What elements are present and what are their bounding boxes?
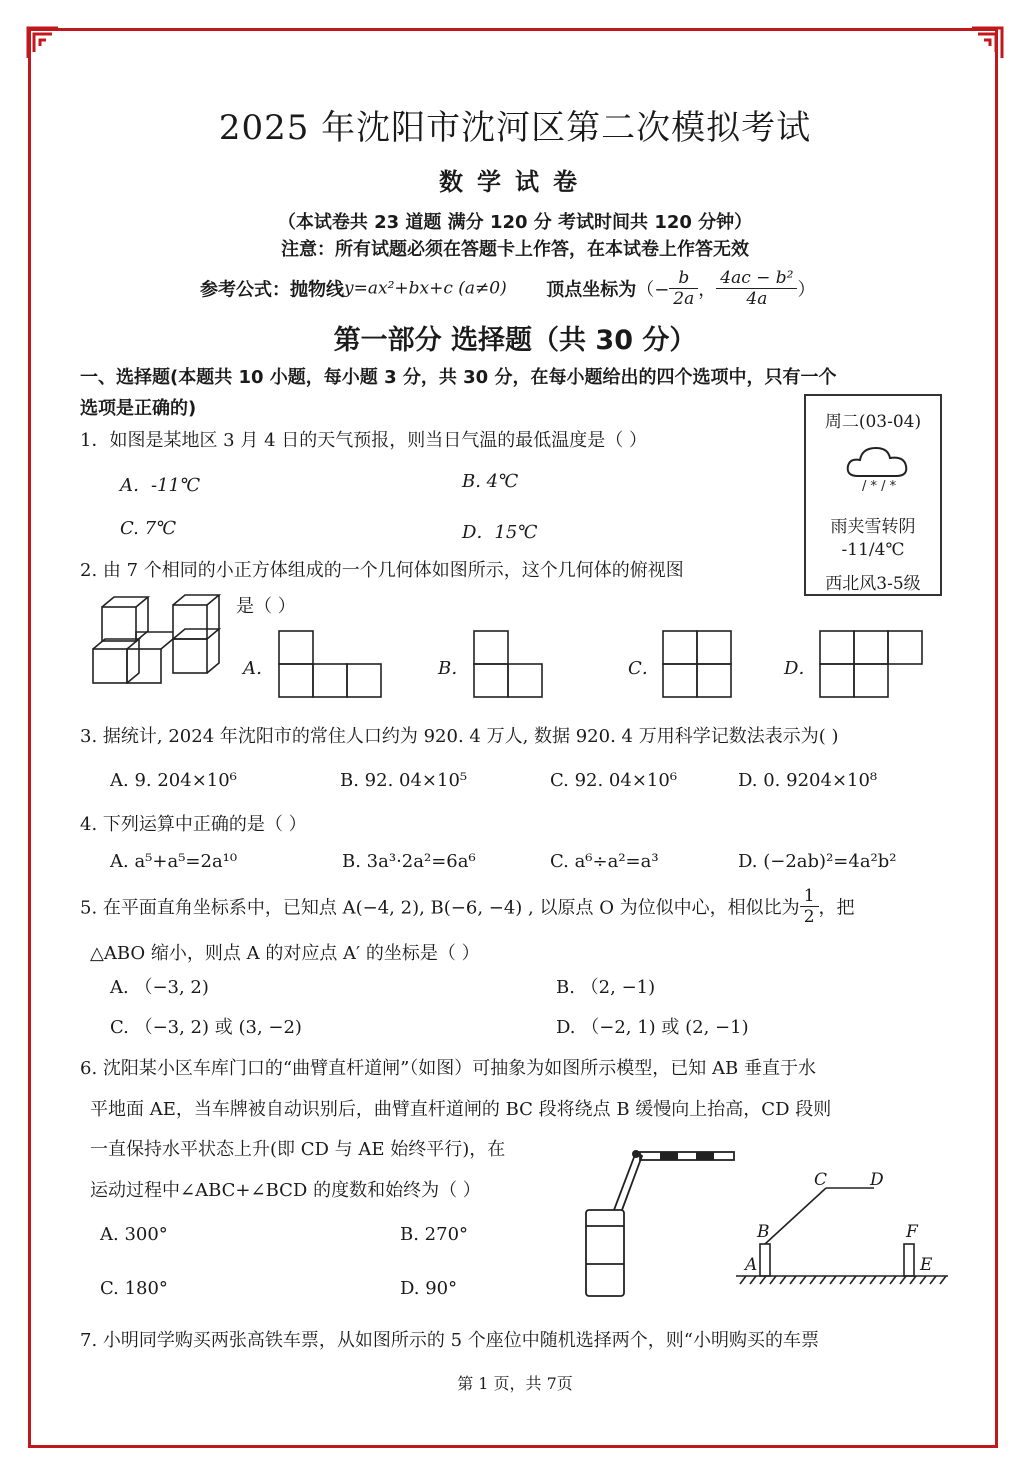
q5-option-d: D. （−2, 1) 或 (2, −1) — [556, 1017, 749, 1038]
vertex-x-fraction: $\frac{b}{2a}$ — [669, 268, 698, 309]
sleet-cloud-icon — [844, 440, 914, 492]
cube-stack-figure — [88, 592, 223, 692]
model-label-a: A — [745, 1255, 758, 1275]
question-6-line-3: 一直保持水平状态上升(即 CD 与 AE 始终平行)，在 — [90, 1139, 506, 1160]
weather-wind: 西北风3-5级 — [825, 574, 921, 594]
q4-option-b: B. 3a³·2a²=6a⁶ — [342, 851, 476, 872]
question-6-line-4: 运动过程中∠ABC+∠BCD 的度数和始终为（ ） — [90, 1180, 481, 1201]
model-label-c: C — [814, 1170, 828, 1190]
question-2-stem: 2. 由 7 个相同的小正方体组成的一个几何体如图所示，这个几何体的俯视图 — [80, 560, 684, 581]
section-heading-cont: 选项是正确的) — [80, 398, 197, 419]
q1-option-a: A．-11℃ — [120, 475, 201, 496]
q2-option-d-label: D． — [784, 658, 817, 679]
model-label-d: D — [870, 1170, 884, 1190]
q2-option-b-figure — [473, 630, 543, 698]
q5-option-b: B. （2, −1) — [556, 977, 656, 998]
corner-ornament-top-right — [970, 26, 1004, 60]
question-4-stem: 4. 下列运算中正确的是（ ） — [80, 814, 307, 835]
q1-option-d: D．15℃ — [462, 522, 538, 543]
page-footer: 第 1 页，共 7页 — [457, 1374, 573, 1393]
q1-option-b: B. 4℃ — [462, 471, 519, 492]
q3-option-b: B. 92. 04×10⁵ — [340, 770, 468, 791]
q3-option-d: D. 0. 9204×10⁸ — [738, 770, 878, 791]
q2-option-a-label: A． — [243, 658, 274, 679]
similarity-ratio: $\frac{1}{2}$ — [800, 886, 819, 927]
q6-option-b: B. 270° — [400, 1224, 469, 1245]
q3-option-a: A. 9. 204×10⁶ — [110, 770, 237, 791]
q5-option-a: A. （−3, 2) — [110, 977, 209, 998]
part-title: 第一部分 选择题（共 30 分） — [333, 325, 697, 356]
q4-option-a: A. a⁵+a⁵=2a¹⁰ — [110, 851, 238, 872]
barrier-gate-figure — [578, 1140, 738, 1300]
weather-date: 周二(03-04) — [824, 412, 922, 432]
q2-option-c-figure — [662, 630, 732, 698]
vertex-y-fraction: $\frac{\text{4ac − b²}}{4a}$ — [716, 268, 797, 309]
vertex-label: 顶点坐标为 — [546, 279, 637, 301]
svg-text:/ * / *: / * / * — [862, 479, 897, 492]
question-5-stem-cont: △ABO 缩小，则点 A 的对应点 A′ 的坐标是（ ） — [90, 943, 480, 964]
q2-option-c-label: C． — [628, 658, 660, 679]
q4-option-d: D. (−2ab)²=4a²b² — [738, 851, 897, 872]
question-6-line-1: 6. 沈阳某小区车库门口的“曲臂直杆道闸”（如图）可抽象为如图所示模型，已知 AB 垂直于水 — [80, 1058, 816, 1079]
q3-option-c: C. 92. 04×10⁶ — [550, 770, 678, 791]
weather-condition: 雨夹雪转阴 — [830, 517, 916, 537]
q4-option-c: C. a⁶÷a²=a³ — [550, 851, 659, 872]
formula-expression: y=ax²+bx+c (a≠0) — [344, 278, 507, 299]
weather-temperature: -11/4℃ — [841, 540, 905, 560]
question-7-stem: 7. 小明同学购买两张高铁车票，从如图所示的 5 个座位中随机选择两个，则“小明购买的车票 — [80, 1330, 819, 1351]
question-5-stem: 5. 在平面直角坐标系中，已知点 A(−4, 2), B(−6, −4) , 以原点 O 为位似中心，相似比为 $\frac{1}{2}$ ，把 — [80, 886, 855, 927]
reference-formula: 参考公式：抛物线y=ax²+bx+c (a≠0) 顶点坐标为（− $\frac{b}{2a}$ ， $\frac{\text{4ac − b²}}{4a}$ ） — [200, 268, 816, 309]
exam-title: 2025 年沈阳市沈河区第二次模拟考试 — [218, 108, 812, 148]
q6-option-a: A. 300° — [100, 1224, 168, 1245]
model-label-b: B — [757, 1222, 770, 1242]
formula-label: 参考公式：抛物线 — [200, 279, 344, 301]
question-6-line-2: 平地面 AE，当车牌被自动识别后，曲臂直杆道闸的 BC 段将绕点 B 缓慢向上抬高，CD 段则 — [90, 1099, 832, 1120]
corner-ornament-top-left — [26, 26, 60, 60]
exam-info: （本试卷共 23 道题 满分 120 分 考试时间共 120 分钟） — [277, 212, 753, 233]
exam-subtitle: 数学试卷 — [439, 168, 591, 196]
q2-option-b-label: B． — [438, 658, 470, 679]
question-2-stem-cont: 是（ ） — [236, 596, 296, 617]
q6-option-c: C. 180° — [100, 1278, 168, 1299]
model-label-f: F — [906, 1222, 918, 1242]
q2-option-d-figure — [819, 630, 923, 698]
question-1-stem: 1．如图是某地区 3 月 4 日的天气预报，则当日气温的最低温度是（ ） — [80, 430, 647, 451]
q6-option-d: D. 90° — [400, 1278, 458, 1299]
q5-option-c: C. （−3, 2) 或 (3, −2) — [110, 1017, 302, 1038]
section-heading: 一、选择题(本题共 10 小题，每小题 3 分，共 30 分，在每小题给出的四个选项中，只有一个 — [80, 367, 837, 388]
q1-option-c: C. 7℃ — [120, 518, 177, 539]
q2-option-a-figure — [278, 630, 382, 698]
exam-notice: 注意：所有试题必须在答题卡上作答，在本试卷上作答无效 — [281, 239, 749, 260]
model-label-e: E — [920, 1255, 933, 1275]
question-3-stem: 3. 据统计, 2024 年沈阳市的常住人口约为 920. 4 万人, 数据 920. 4 万用科学记数法表示为( ) — [80, 726, 839, 747]
